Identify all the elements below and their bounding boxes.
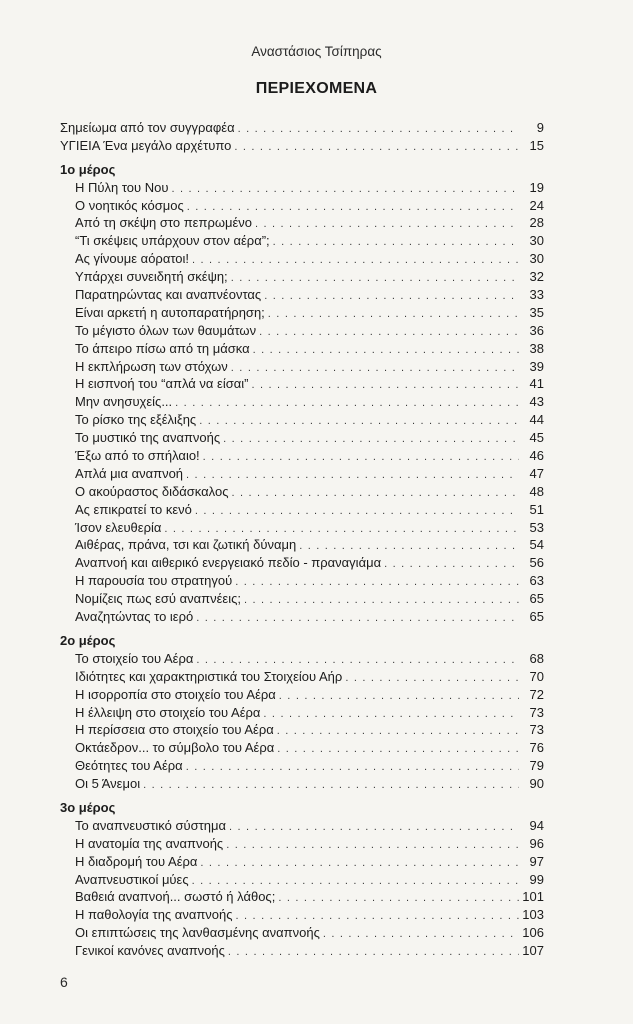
dot-leader bbox=[203, 449, 519, 467]
toc-entry[interactable] bbox=[60, 304, 544, 322]
toc-entry-title: Παρατηρώντας και αναπνέοντας bbox=[75, 287, 262, 303]
toc-entry[interactable] bbox=[60, 536, 544, 554]
toc-entry-page: 54 bbox=[529, 537, 544, 553]
toc-entry-page: 48 bbox=[529, 483, 544, 499]
toc-entry-title: Οι επιπτώσεις της λανθασμένης αναπνοής bbox=[75, 925, 320, 941]
toc-entry-page: 30 bbox=[529, 233, 544, 249]
toc-entry-page: 68 bbox=[529, 650, 544, 666]
toc-entry-title: Νομίζεις πως εσύ αναπνέεις; bbox=[75, 591, 241, 607]
toc-entry-page: 106 bbox=[522, 925, 544, 941]
toc-entry-title: Η περίσσεια στο στοιχείο του Αέρα bbox=[75, 722, 274, 738]
dot-leader bbox=[231, 270, 519, 288]
toc-entry-page: 46 bbox=[529, 448, 544, 464]
toc-entry-page: 63 bbox=[529, 573, 544, 589]
dot-leader bbox=[268, 306, 519, 324]
toc-entry-title: Ο νοητικός κόσμος bbox=[75, 197, 184, 213]
page-number: 6 bbox=[60, 974, 68, 990]
toc-entry-page: 33 bbox=[529, 287, 544, 303]
toc-entry-page: 44 bbox=[529, 412, 544, 428]
toc-entry-page: 41 bbox=[529, 376, 544, 392]
toc-entry[interactable] bbox=[60, 250, 544, 268]
toc-entry-page: 65 bbox=[529, 609, 544, 625]
toc-entry-page: 38 bbox=[529, 340, 544, 356]
toc-entry[interactable] bbox=[60, 447, 544, 465]
dot-leader bbox=[226, 837, 519, 855]
toc-entry-page: 47 bbox=[529, 465, 544, 481]
dot-leader bbox=[186, 467, 519, 485]
toc-entry-page: 19 bbox=[529, 179, 544, 195]
dot-leader bbox=[264, 288, 519, 306]
toc-entry[interactable] bbox=[60, 214, 544, 232]
dot-leader bbox=[199, 413, 519, 431]
toc-entry-page: 96 bbox=[529, 835, 544, 851]
toc-entry-page: 99 bbox=[529, 871, 544, 887]
toc-entry-title: Η παθολογία της αναπνοής bbox=[75, 907, 233, 923]
toc-entry-page: 28 bbox=[529, 215, 544, 231]
dot-leader bbox=[196, 610, 519, 628]
toc-entry[interactable] bbox=[60, 853, 544, 871]
toc-entry[interactable] bbox=[60, 650, 544, 668]
toc-entry-page: 101 bbox=[522, 889, 544, 905]
toc-entry-page: 32 bbox=[529, 269, 544, 285]
dot-leader bbox=[195, 503, 519, 521]
toc-entry[interactable] bbox=[60, 686, 544, 704]
toc-entry[interactable] bbox=[60, 375, 544, 393]
dot-leader bbox=[384, 556, 519, 574]
toc-entry-title: Η έλλειψη στο στοιχείο του Αέρα bbox=[75, 704, 261, 720]
toc-entry-title: Ας γίνουμε αόρατοι! bbox=[75, 251, 190, 267]
page-title: ΠΕΡΙΕΧΟΜΕΝΑ bbox=[255, 80, 378, 97]
part-heading: 1ο μέρος bbox=[60, 161, 116, 177]
toc-entry[interactable] bbox=[60, 197, 544, 215]
toc-entry-page: 39 bbox=[529, 358, 544, 374]
dot-leader bbox=[263, 706, 519, 724]
toc-entry-title: Από τη σκέψη στο πεπρωμένο bbox=[75, 215, 252, 231]
toc-entry[interactable] bbox=[60, 817, 544, 835]
toc-entry-title: Η Πύλη του Νου bbox=[75, 179, 169, 195]
toc-entry-title: Το στοιχείο του Αέρα bbox=[75, 650, 194, 666]
dot-leader bbox=[323, 926, 519, 944]
dot-leader bbox=[231, 360, 519, 378]
toc-entry-page: 36 bbox=[529, 322, 544, 338]
dot-leader bbox=[171, 181, 519, 199]
toc-entry[interactable] bbox=[60, 704, 544, 722]
toc-entry-title: Ο ακούραστος διδάσκαλος bbox=[75, 483, 229, 499]
dot-leader bbox=[279, 688, 519, 706]
dot-leader bbox=[278, 890, 519, 908]
toc-entry[interactable] bbox=[60, 590, 544, 608]
toc-entry[interactable] bbox=[60, 668, 544, 686]
toc-entry-title: Οι 5 Άνεμοι bbox=[75, 776, 141, 792]
toc-entry-title: Το άπειρο πίσω από τη μάσκα bbox=[75, 340, 250, 356]
toc-entry[interactable] bbox=[60, 888, 544, 906]
dot-leader bbox=[228, 944, 519, 962]
dot-leader bbox=[234, 139, 519, 157]
toc-entry-title: Η εκπλήρωση των στόχων bbox=[75, 358, 228, 374]
toc-entry-page: 97 bbox=[529, 853, 544, 869]
toc-entry[interactable] bbox=[60, 739, 544, 757]
part-heading: 2ο μέρος bbox=[60, 632, 116, 648]
toc-entry[interactable] bbox=[60, 924, 544, 942]
toc-entry[interactable] bbox=[60, 483, 544, 501]
toc-entry[interactable] bbox=[60, 775, 544, 793]
toc-entry-title: Το μέγιστο όλων των θαυμάτων bbox=[75, 322, 257, 338]
toc-entry-page: 43 bbox=[529, 394, 544, 410]
toc-entry-page: 76 bbox=[529, 740, 544, 756]
part-heading: 3ο μέρος bbox=[60, 799, 116, 815]
toc-entry-title: Ιδιότητες και χαρακτηριστικά του Στοιχείου Αήρ bbox=[75, 668, 343, 684]
toc-entry-page: 94 bbox=[529, 817, 544, 833]
toc-entry[interactable] bbox=[60, 268, 544, 286]
toc-entry-title: Η ανατομία της αναπνοής bbox=[75, 835, 224, 851]
running-header-author: Αναστάσιος Τσίπηρας bbox=[251, 44, 382, 59]
toc-entry-page: 90 bbox=[529, 776, 544, 792]
toc-entry[interactable] bbox=[60, 137, 544, 155]
toc-entry[interactable] bbox=[60, 119, 544, 137]
toc-entry-title: Αναζητώντας το ιερό bbox=[75, 609, 194, 625]
dot-leader bbox=[200, 855, 519, 873]
dot-leader bbox=[277, 723, 519, 741]
toc-entry-page: 107 bbox=[522, 943, 544, 959]
dot-leader bbox=[229, 819, 519, 837]
toc-entry-page: 15 bbox=[529, 137, 544, 153]
toc-entry-title: Μην ανησυχείς... bbox=[75, 394, 173, 410]
toc-entry[interactable] bbox=[60, 757, 544, 775]
dot-leader bbox=[175, 395, 519, 413]
toc-entry-title: Αναπνευστικοί μύες bbox=[75, 871, 189, 887]
dot-leader bbox=[277, 741, 519, 759]
toc-entry-title: Το αναπνευστικό σύστημα bbox=[75, 817, 227, 833]
toc-entry-page: 30 bbox=[529, 251, 544, 267]
toc-entry-title: Σημείωμα από τον συγγραφέα bbox=[60, 120, 235, 135]
toc-entry-title: Η εισπνοή του “απλά να είσαι” bbox=[75, 376, 249, 392]
toc-entry-title: Αιθέρας, πράνα, τσι και ζωτική δύναμη bbox=[75, 537, 297, 553]
dot-leader bbox=[238, 121, 519, 139]
toc-entry-title: Αναπνοή και αιθερικό ενεργειακό πεδίο - πραναγιάμα bbox=[75, 555, 382, 571]
toc-entry-page: 73 bbox=[529, 704, 544, 720]
toc-entry-title: Απλά μια αναπνοή bbox=[75, 465, 184, 481]
dot-leader bbox=[231, 485, 519, 503]
toc-entry-title: Βαθειά αναπνοή... σωστό ή λάθος; bbox=[75, 889, 276, 905]
toc-entry-page: 24 bbox=[529, 197, 544, 213]
toc-entry-title: Θεότητες του Αέρα bbox=[75, 758, 183, 774]
toc-entry-title: Η παρουσία του στρατηγού bbox=[75, 573, 233, 589]
toc-entry-page: 65 bbox=[529, 591, 544, 607]
dot-leader bbox=[259, 324, 519, 342]
toc-entry-title: Είναι αρκετή η αυτοπαρατήρηση; bbox=[75, 304, 265, 320]
toc-entry[interactable] bbox=[60, 232, 544, 250]
toc-entry[interactable] bbox=[60, 358, 544, 376]
toc-entry-page: 70 bbox=[529, 668, 544, 684]
toc-entry-title: “Τι σκέψεις υπάρχουν στον αέρα”; bbox=[75, 233, 270, 249]
toc-entry[interactable] bbox=[60, 554, 544, 572]
dot-leader bbox=[244, 592, 519, 610]
toc-entry[interactable] bbox=[60, 501, 544, 519]
toc-entry-page: 45 bbox=[529, 430, 544, 446]
toc-entry-page: 56 bbox=[529, 555, 544, 571]
toc-entry-title: Οκτάεδρον... το σύμβολο του Αέρα bbox=[75, 740, 275, 756]
toc-entry-page: 73 bbox=[529, 722, 544, 738]
dot-leader bbox=[251, 377, 519, 395]
toc-entry[interactable] bbox=[60, 835, 544, 853]
toc-entry[interactable] bbox=[60, 322, 544, 340]
toc-entry-page: 103 bbox=[522, 907, 544, 923]
toc-entry[interactable] bbox=[60, 519, 544, 537]
toc-entry-title: Το μυστικό της αναπνοής bbox=[75, 430, 221, 446]
dot-leader bbox=[186, 759, 519, 777]
toc-entry[interactable] bbox=[60, 179, 544, 197]
dot-leader bbox=[345, 670, 519, 688]
toc-entry[interactable] bbox=[60, 429, 544, 447]
toc-entry[interactable] bbox=[60, 942, 544, 960]
toc-entry-page: 72 bbox=[529, 686, 544, 702]
toc-entry[interactable] bbox=[60, 721, 544, 739]
toc-entry[interactable] bbox=[60, 906, 544, 924]
dot-leader bbox=[143, 777, 519, 795]
toc-entry-page: 9 bbox=[536, 120, 544, 135]
dot-leader bbox=[192, 252, 519, 270]
toc-entry-title: Γενικοί κανόνες αναπνοής bbox=[75, 943, 225, 959]
toc-entry-title: Έξω από το σπήλαιο! bbox=[75, 448, 200, 464]
toc-entry-title: ΥΓΙΕΙΑ Ένα μεγάλο αρχέτυπο bbox=[60, 137, 232, 153]
table-of-contents bbox=[60, 119, 544, 960]
toc-entry-title: Ίσον ελευθερία bbox=[75, 519, 162, 535]
dot-leader bbox=[253, 342, 519, 360]
toc-entry-page: 79 bbox=[529, 758, 544, 774]
toc-entry-page: 35 bbox=[529, 304, 544, 320]
toc-entry[interactable] bbox=[60, 340, 544, 358]
toc-entry-title: Η ισορροπία στο στοιχείο του Αέρα bbox=[75, 686, 276, 702]
toc-entry[interactable] bbox=[60, 286, 544, 304]
toc-entry[interactable] bbox=[60, 393, 544, 411]
toc-entry[interactable] bbox=[60, 608, 544, 626]
dot-leader bbox=[235, 574, 519, 592]
toc-entry[interactable] bbox=[60, 465, 544, 483]
dot-leader bbox=[273, 234, 519, 252]
dot-leader bbox=[223, 431, 519, 449]
toc-entry[interactable] bbox=[60, 871, 544, 889]
toc-entry-page: 53 bbox=[529, 519, 544, 535]
toc-entry-title: Η διαδρομή του Αέρα bbox=[75, 853, 198, 869]
toc-entry-title: Υπάρχει συνειδητή σκέψη; bbox=[75, 269, 228, 285]
dot-leader bbox=[255, 216, 519, 234]
toc-entry-page: 51 bbox=[529, 501, 544, 517]
toc-entry[interactable] bbox=[60, 572, 544, 590]
toc-entry-title: Το ρίσκο της εξέλιξης bbox=[75, 412, 197, 428]
toc-entry-title: Ας επικρατεί το κενό bbox=[75, 501, 192, 517]
toc-entry[interactable] bbox=[60, 411, 544, 429]
